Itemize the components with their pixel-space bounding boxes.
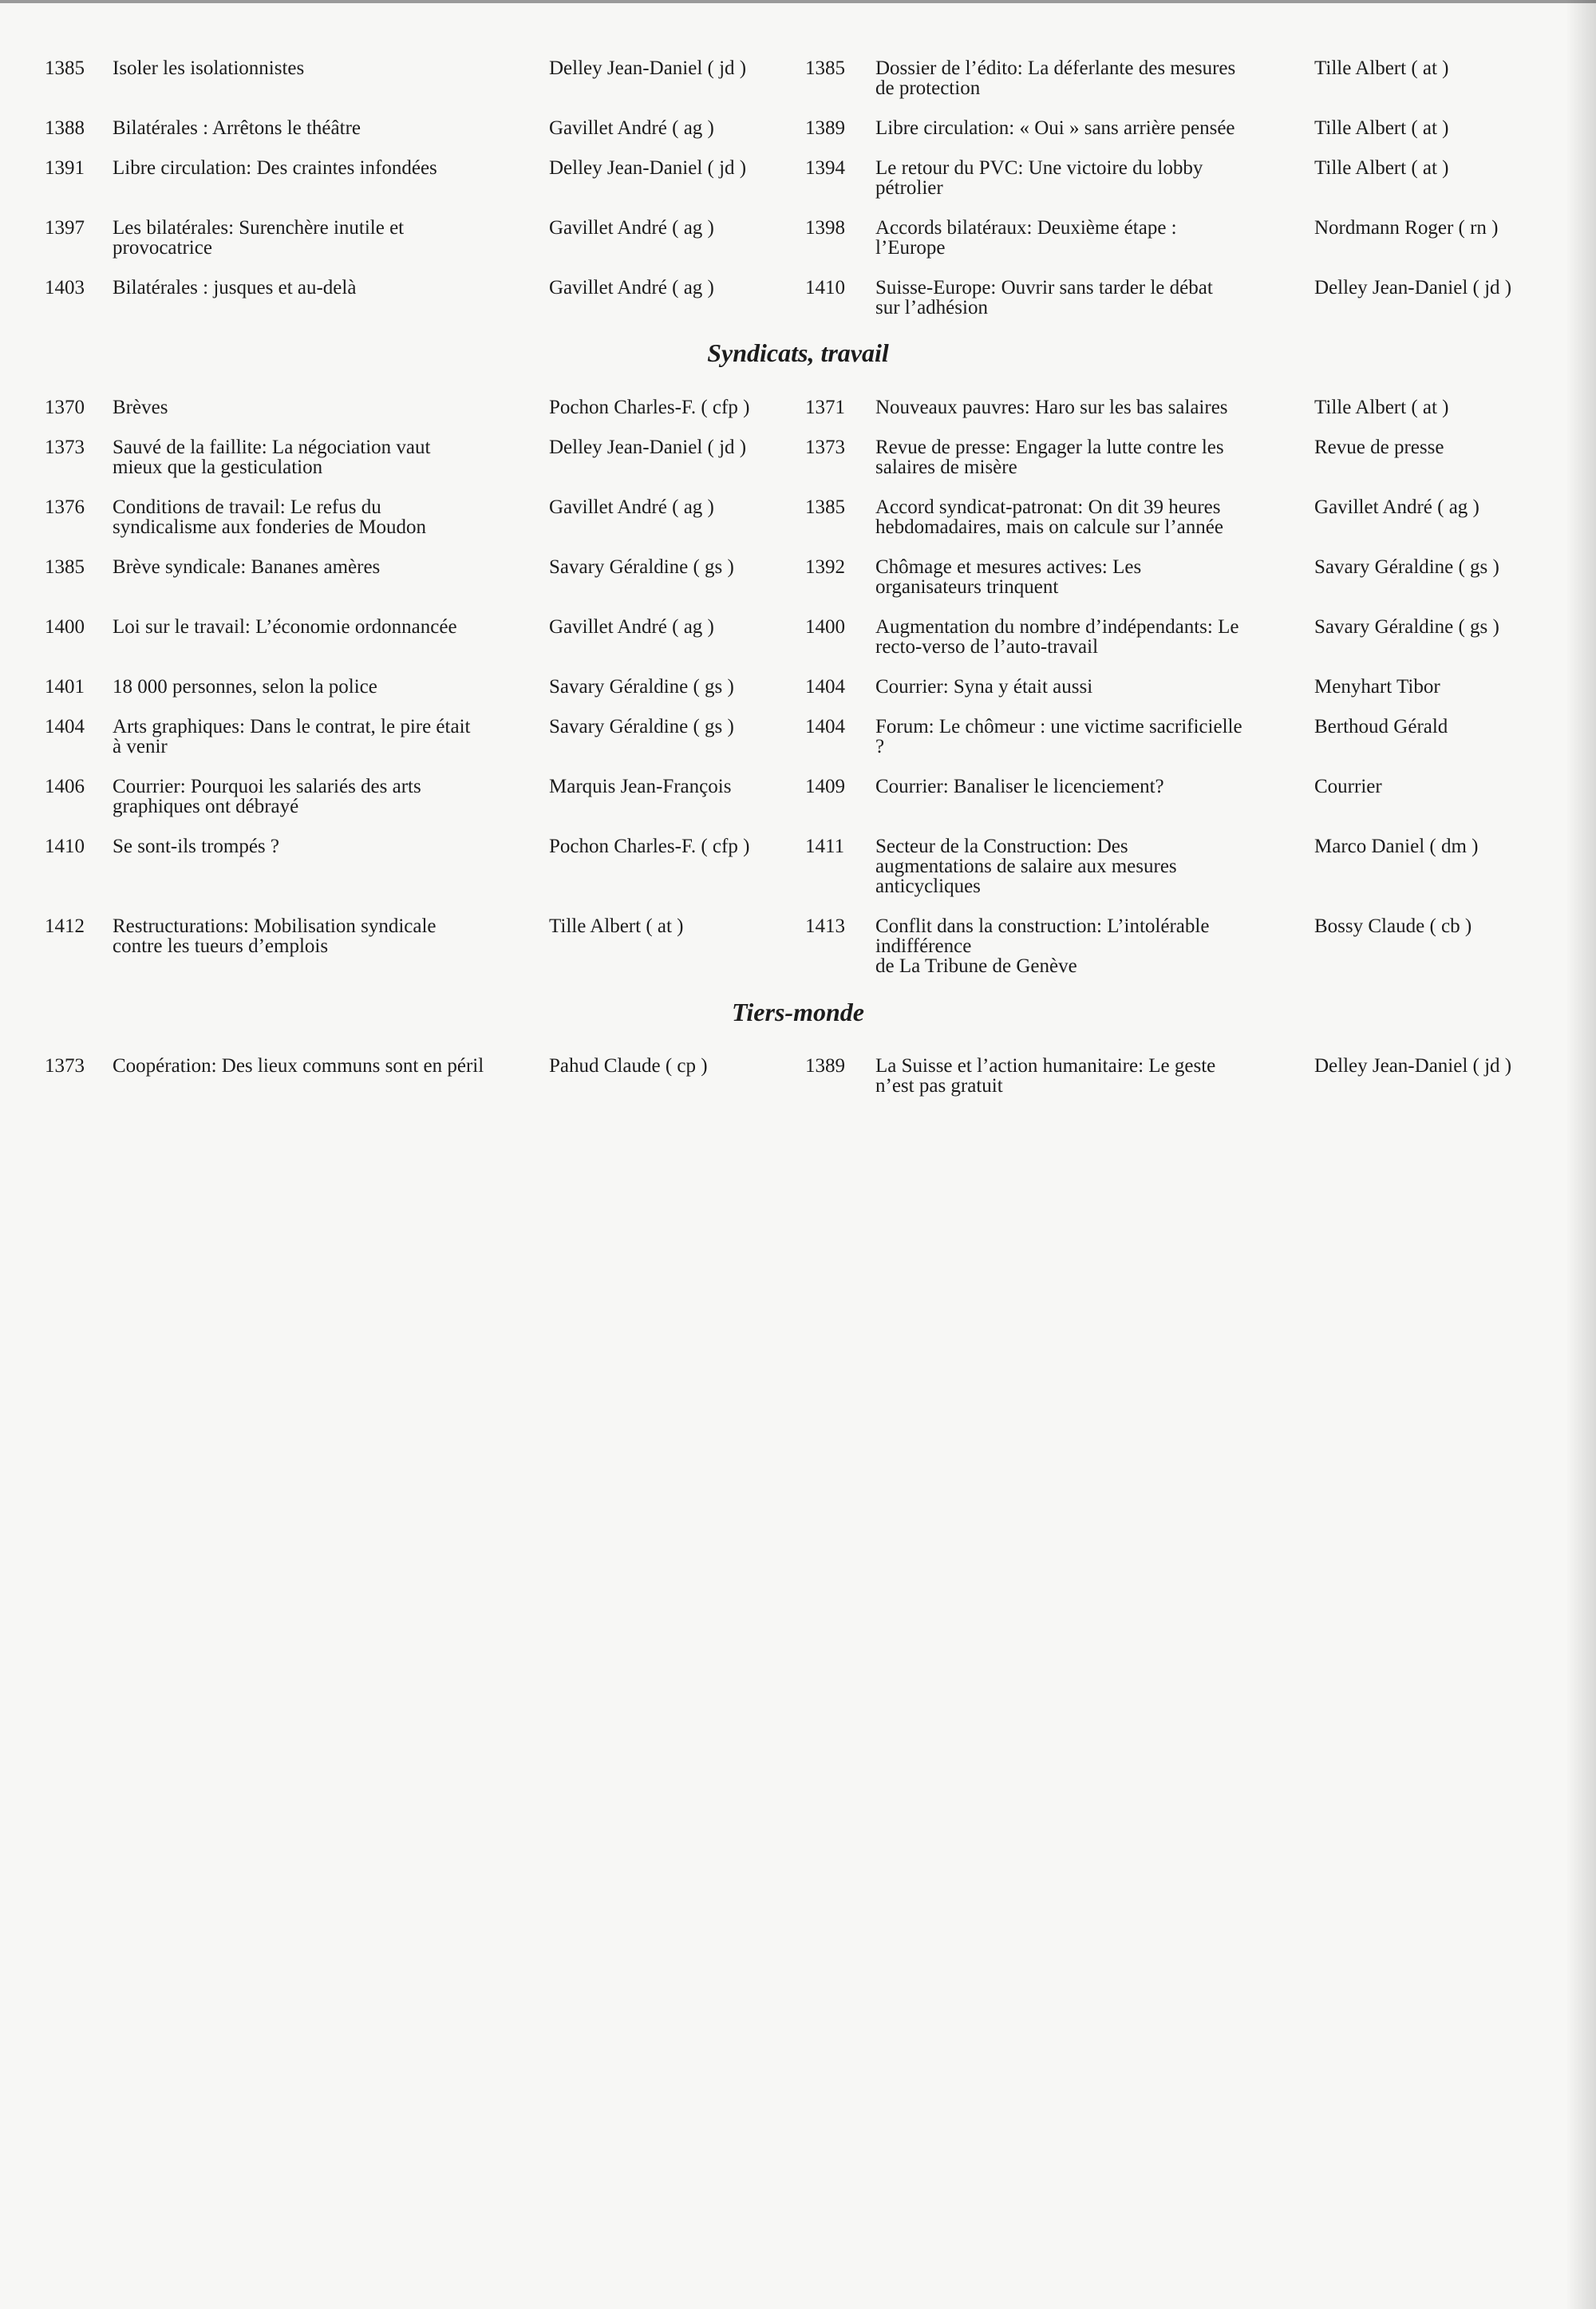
issue-number: 1370	[45, 397, 85, 418]
article-author: Gavillet André ( ag )	[549, 616, 714, 638]
issue-number: 1404	[45, 716, 85, 737]
article-author: Savary Géraldine ( gs )	[549, 716, 734, 737]
article-title: Isoler les isolationnistes	[113, 57, 305, 79]
article-title: Libre circulation: Des craintes infondées	[113, 157, 437, 179]
article-title: Conflit dans la construction: L’intolérable indifférence de La Tribune de Genève	[875, 915, 1210, 977]
article-title: Loi sur le travail: L’économie ordonnancée	[113, 616, 457, 638]
article-title: Restructurations: Mobilisation syndicale contre les tueurs d’emplois	[113, 915, 437, 957]
issue-number: 1400	[45, 616, 85, 638]
article-author: Bossy Claude ( cb )	[1314, 915, 1472, 937]
article-author: Berthoud Gérald	[1314, 716, 1448, 737]
issue-number: 1373	[45, 1055, 85, 1077]
issue-number: 1400	[805, 616, 845, 638]
article-title: Secteur de la Construction: Des augmentations de salaire aux mesures anticycliques	[875, 836, 1177, 897]
article-author: Delley Jean-Daniel ( jd )	[549, 57, 747, 79]
article-author: Delley Jean-Daniel ( jd )	[1314, 1055, 1512, 1077]
article-title: Sauvé de la faillite: La négociation vaut mieux que la gesticulation	[113, 437, 431, 478]
section-heading: Syndicats, travail	[707, 338, 889, 367]
issue-number: 1373	[45, 437, 85, 458]
issue-number: 1371	[805, 397, 845, 418]
article-title: Accords bilatéraux: Deuxième étape : l’Europe	[875, 217, 1177, 259]
article-author: Tille Albert ( at )	[1314, 157, 1449, 179]
article-author: Delley Jean-Daniel ( jd )	[549, 157, 747, 179]
issue-number: 1376	[45, 496, 85, 518]
article-author: Marco Daniel ( dm )	[1314, 836, 1479, 857]
article-author: Gavillet André ( ag )	[549, 117, 714, 139]
article-author: Savary Géraldine ( gs )	[1314, 556, 1499, 578]
issue-number: 1388	[45, 117, 85, 139]
article-author: Tille Albert ( at )	[1314, 397, 1449, 418]
article-author: Savary Géraldine ( gs )	[549, 676, 734, 698]
issue-number: 1409	[805, 776, 845, 797]
article-title: Coopération: Des lieux communs sont en péril	[113, 1055, 484, 1077]
article-title: Arts graphiques: Dans le contrat, le pire était à venir	[113, 716, 471, 757]
top-edge-line	[0, 0, 1596, 3]
article-title: Revue de presse: Engager la lutte contre les salaires de misère	[875, 437, 1224, 478]
article-title: Suisse-Europe: Ouvrir sans tarder le débat sur l’adhésion	[875, 277, 1213, 318]
issue-number: 1389	[805, 1055, 845, 1077]
article-author: Marquis Jean-François	[549, 776, 732, 797]
issue-number: 1413	[805, 915, 845, 937]
article-author: Pahud Claude ( cp )	[549, 1055, 708, 1077]
issue-number: 1389	[805, 117, 845, 139]
article-title: Courrier: Pourquoi les salariés des arts graphiques ont débrayé	[113, 776, 421, 817]
issue-number: 1410	[45, 836, 85, 857]
article-title: Augmentation du nombre d’indépendants: Le recto-verso de l’auto-travail	[875, 616, 1239, 658]
article-author: Menyhart Tibor	[1314, 676, 1440, 698]
article-title: Bilatérales : Arrêtons le théâtre	[113, 117, 361, 139]
issue-number: 1404	[805, 676, 845, 698]
issue-number: 1401	[45, 676, 85, 698]
article-author: Tille Albert ( at )	[1314, 57, 1449, 79]
article-author: Savary Géraldine ( gs )	[1314, 616, 1499, 638]
article-title: Nouveaux pauvres: Haro sur les bas salaires	[875, 397, 1228, 418]
section-heading: Tiers-monde	[732, 998, 864, 1026]
issue-number: 1385	[45, 57, 85, 79]
article-title: Chômage et mesures actives: Les organisateurs trinquent	[875, 556, 1142, 598]
article-title: Libre circulation: « Oui » sans arrière pensée	[875, 117, 1235, 139]
article-author: Pochon Charles-F. ( cfp )	[549, 397, 750, 418]
article-author: Delley Jean-Daniel ( jd )	[1314, 277, 1512, 299]
article-author: Savary Géraldine ( gs )	[549, 556, 734, 578]
article-author: Gavillet André ( ag )	[549, 496, 714, 518]
issue-number: 1394	[805, 157, 845, 179]
issue-number: 1410	[805, 277, 845, 299]
issue-number: 1391	[45, 157, 85, 179]
article-title: Bilatérales : jusques et au-delà	[113, 277, 357, 299]
article-title: Forum: Le chômeur : une victime sacrificielle ?	[875, 716, 1242, 757]
issue-number: 1403	[45, 277, 85, 299]
issue-number: 1385	[805, 496, 845, 518]
article-title: Brèves	[113, 397, 168, 418]
article-title: Se sont-ils trompés ?	[113, 836, 280, 857]
article-title: La Suisse et l’action humanitaire: Le geste n’est pas gratuit	[875, 1055, 1216, 1097]
article-title: Courrier: Syna y était aussi	[875, 676, 1093, 698]
article-author: Delley Jean-Daniel ( jd )	[549, 437, 747, 458]
article-title: Le retour du PVC: Une victoire du lobby pétrolier	[875, 157, 1203, 199]
article-title: Les bilatérales: Surenchère inutile et provocatrice	[113, 217, 405, 259]
issue-number: 1404	[805, 716, 845, 737]
article-title: Conditions de travail: Le refus du syndicalisme aux fonderies de Moudon	[113, 496, 426, 538]
article-author: Pochon Charles-F. ( cfp )	[549, 836, 750, 857]
article-author: Gavillet André ( ag )	[1314, 496, 1479, 518]
issue-number: 1398	[805, 217, 845, 239]
article-author: Gavillet André ( ag )	[549, 277, 714, 299]
article-author: Tille Albert ( at )	[1314, 117, 1449, 139]
issue-number: 1385	[805, 57, 845, 79]
index-row	[0, 58, 1596, 118]
issue-number: 1392	[805, 556, 845, 578]
article-author: Tille Albert ( at )	[549, 915, 684, 937]
issue-number: 1397	[45, 217, 85, 239]
issue-number: 1411	[805, 836, 845, 857]
issue-number: 1412	[45, 915, 85, 937]
issue-number: 1373	[805, 437, 845, 458]
article-title: 18 000 personnes, selon la police	[113, 676, 377, 698]
article-title: Accord syndicat-patronat: On dit 39 heures hebdomadaires, mais on calcule sur l’année	[875, 496, 1223, 538]
article-author: Revue de presse	[1314, 437, 1444, 458]
issue-number: 1385	[45, 556, 85, 578]
article-author: Courrier	[1314, 776, 1382, 797]
article-title: Courrier: Banaliser le licenciement?	[875, 776, 1164, 797]
article-author: Nordmann Roger ( rn )	[1314, 217, 1499, 239]
article-title: Brève syndicale: Bananes amères	[113, 556, 381, 578]
issue-number: 1406	[45, 776, 85, 797]
article-author: Gavillet André ( ag )	[549, 217, 714, 239]
article-title: Dossier de l’édito: La déferlante des mesures de protection	[875, 57, 1236, 99]
